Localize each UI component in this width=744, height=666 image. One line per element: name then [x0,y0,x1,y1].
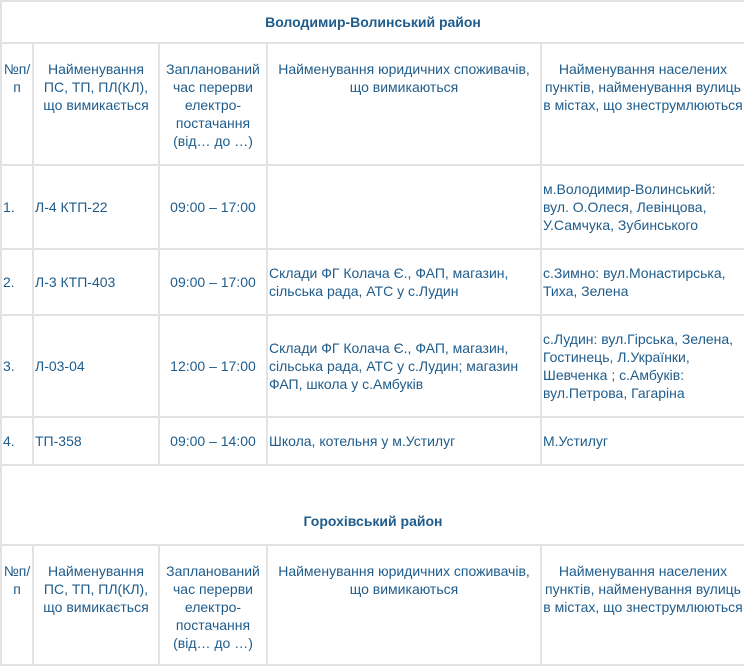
header-num: №п/п [1,43,33,165]
district-title-row [1,465,744,545]
row-time: 09:00 – 17:00 [159,165,267,249]
header-consumers: Найменування юридичних споживачів, що вимикаються [267,545,541,665]
row-consumers: Склади ФГ Колача Є., ФАП, магазин, сільська рада, АТС у с.Лудин; магазин ФАП, школа у с.Амбуків [267,315,541,417]
header-consumers: Найменування юридичних споживачів, що вимикаються [267,43,541,165]
header-settlements: Найменування населених пунктів, найменування вулиць в містах, що знеструмлюються [541,43,744,165]
header-object: Найменування ПС, ТП, ПЛ(КЛ), що вимикається [33,43,159,165]
row-consumers: Школа, котельня у м.Устилуг [267,417,541,465]
row-time: 09:00 – 17:00 [159,249,267,315]
header-time: Запланований час перерви електро-постачання (від… до …) [159,43,267,165]
district-title: Володимир-Волинський район [1,1,744,43]
row-num: 3. [1,315,33,417]
table-header-row [1,43,744,165]
row-settlements: с.Зимно: вул.Монастирська, Тиха, Зелена [541,249,744,315]
row-settlements: М.Устилуг [541,417,744,465]
district-title: Горохівський район [1,465,744,545]
table-header-row [1,545,744,665]
row-num: 4. [1,417,33,465]
row-object: Л-03-04 [33,315,159,417]
row-object: ТП-358 [33,417,159,465]
table-row [1,165,744,249]
table-row [1,249,744,315]
header-num: №п/п [1,545,33,665]
row-object: Л-3 КТП-403 [33,249,159,315]
district-title-row [1,1,744,43]
row-settlements: с.Лудин: вул.Гірська, Зелена, Гостинець, Л.Українки, Шевченка ; с.Амбуків: вул.Петрова, Гагаріна [541,315,744,417]
header-object: Найменування ПС, ТП, ПЛ(КЛ), що вимикається [33,545,159,665]
header-time: Запланований час перерви електро-постачання (від… до …) [159,545,267,665]
row-consumers [267,165,541,249]
row-consumers: Склади ФГ Колача Є., ФАП, магазин, сільська рада, АТС у с.Лудин [267,249,541,315]
row-settlements: м.Володимир-Волинський: вул. О.Олеся, Левінцова, У.Самчука, Зубинського [541,165,744,249]
table-row [1,315,744,417]
table-row [1,417,744,465]
row-object: Л-4 КТП-22 [33,165,159,249]
row-time: 09:00 – 14:00 [159,417,267,465]
row-time: 12:00 – 17:00 [159,315,267,417]
row-num: 1. [1,165,33,249]
row-num: 2. [1,249,33,315]
header-settlements: Найменування населених пунктів, найменування вулиць в містах, що знеструмлюються [541,545,744,665]
